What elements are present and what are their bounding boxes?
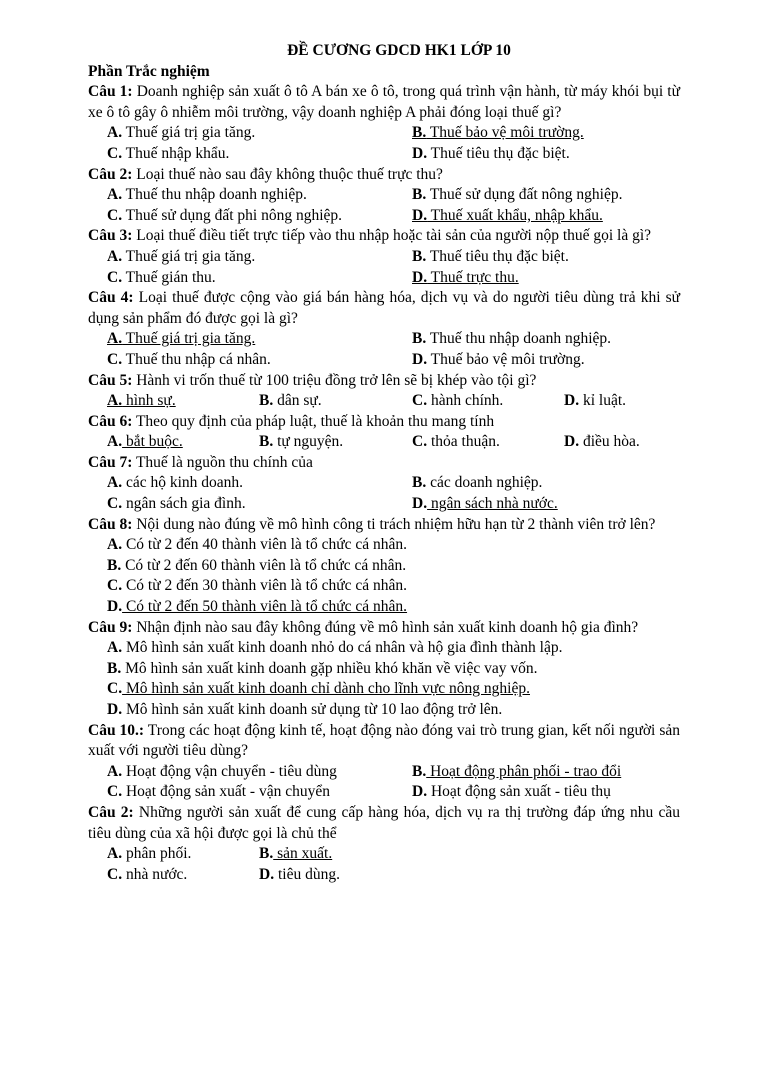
question-label: Câu 4: bbox=[88, 289, 134, 307]
option-row bbox=[107, 247, 768, 268]
option-c: C. Thuế nhập khẩu. bbox=[107, 144, 230, 162]
option-b-correct: B. sản xuất. bbox=[259, 845, 333, 863]
question-3 bbox=[88, 226, 680, 247]
option-c: C. ngân sách gia đình. bbox=[107, 495, 246, 513]
document-page bbox=[0, 41, 768, 1065]
question-text: Thuế là nguồn thu chính của bbox=[132, 453, 313, 471]
option-b: B. Mô hình sản xuất kinh doanh gặp nhiều khó khăn về việc vay vốn. bbox=[107, 659, 538, 677]
option-c-correct: C. Mô hình sản xuất kinh doanh chỉ dành cho lĩnh vực nông nghiệp. bbox=[107, 680, 530, 698]
option-row bbox=[107, 494, 768, 515]
option-d: D. Thuế tiêu thụ đặc biệt. bbox=[412, 144, 570, 162]
option-b-correct: B. Hoạt động phân phối - trao đổi bbox=[412, 762, 622, 780]
option-c: C. Thuế sử dụng đất phi nông nghiệp. bbox=[107, 206, 343, 224]
option-a: A. phân phối. bbox=[107, 845, 192, 863]
option-row bbox=[107, 432, 768, 453]
question-10 bbox=[88, 721, 680, 762]
option-c: C. nhà nước. bbox=[107, 865, 188, 883]
option-d-correct: D. Thuế trực thu. bbox=[412, 268, 519, 286]
option-b: B. các doanh nghiệp. bbox=[412, 474, 543, 492]
option-row bbox=[107, 762, 768, 783]
question-text: Hành vi trốn thuế từ 100 triệu đồng trở lên sẽ bị khép vào tội gì? bbox=[132, 371, 537, 389]
question-label: Câu 8: bbox=[88, 515, 133, 533]
question-label: Câu 6: bbox=[88, 412, 133, 430]
option-row bbox=[107, 206, 768, 227]
option-a: A. Thuế thu nhập doanh nghiệp. bbox=[107, 186, 307, 204]
document-title: ĐỀ CƯƠNG GDCD HK1 LỚP 10 bbox=[287, 42, 511, 59]
option-a: A. Hoạt động vận chuyển - tiêu dùng bbox=[107, 762, 337, 780]
option-a: A. Thuế giá trị gia tăng. bbox=[107, 124, 256, 142]
option-b: B. Có từ 2 đến 60 thành viên là tổ chức cá nhân. bbox=[107, 556, 407, 574]
option-b: B. Thuế tiêu thụ đặc biệt. bbox=[412, 247, 569, 265]
option-b: B. Thuế sử dụng đất nông nghiệp. bbox=[412, 186, 623, 204]
section-heading: Phần Trắc nghiệm bbox=[88, 62, 210, 80]
option-d: D. kỉ luật. bbox=[564, 392, 627, 410]
option-c: C. Thuế gián thu. bbox=[107, 268, 216, 286]
option-d-correct: D. Thuế xuất khẩu, nhập khẩu. bbox=[412, 206, 603, 224]
question-label: Câu 7: bbox=[88, 453, 133, 471]
option-d-correct: D. ngân sách nhà nước. bbox=[412, 495, 558, 513]
option-row bbox=[107, 268, 768, 289]
option-row bbox=[107, 473, 768, 494]
option-d: D. Thuế bảo vệ môi trường. bbox=[412, 350, 585, 368]
question-text: Những người sản xuất để cung cấp hàng hóa, dịch vụ ra thị trường đáp ứng nhu cầu tiêu dùng của xã hội được gọi là chủ thể bbox=[88, 803, 680, 842]
question-1 bbox=[88, 82, 680, 123]
question-label: Câu 3: bbox=[88, 227, 133, 245]
option-row bbox=[107, 350, 768, 371]
option-c: C. Có từ 2 đến 30 thành viên là tổ chức cá nhân. bbox=[107, 577, 408, 595]
option-row bbox=[107, 865, 768, 886]
question-5 bbox=[88, 371, 680, 392]
question-text: Trong các hoạt động kinh tế, hoạt động nào đóng vai trò trung gian, kết nối người sản xuất với người tiêu dùng? bbox=[88, 721, 680, 760]
question-label: Câu 2: bbox=[88, 165, 133, 183]
option-d: D. tiêu dùng. bbox=[259, 865, 340, 883]
option-a: A. Thuế giá trị gia tăng. bbox=[107, 247, 256, 265]
option-a-correct: A. hình sự. bbox=[107, 392, 176, 410]
question-8 bbox=[88, 515, 680, 536]
question-text: Theo quy định của pháp luật, thuế là khoản thu mang tính bbox=[132, 412, 495, 430]
option-d: D. Mô hình sản xuất kinh doanh sử dụng từ 10 lao động trở lên. bbox=[107, 701, 503, 718]
question-text: Nội dung nào đúng về mô hình công ti trách nhiệm hữu hạn từ 2 thành viên trở lên? bbox=[132, 515, 656, 533]
question-4 bbox=[88, 288, 680, 329]
question-label: Câu 5: bbox=[88, 371, 133, 389]
option-row bbox=[107, 391, 768, 412]
option-a: A. Có từ 2 đến 40 thành viên là tổ chức cá nhân. bbox=[107, 536, 408, 554]
option-a: A. các hộ kinh doanh. bbox=[107, 474, 244, 492]
question-label: Câu 10.: bbox=[88, 721, 145, 739]
option-b: B. Thuế thu nhập doanh nghiệp. bbox=[412, 330, 612, 348]
question-text: Loại thuế điều tiết trực tiếp vào thu nhập hoặc tài sản của người nộp thuế gọi là gì? bbox=[132, 227, 652, 245]
question-9 bbox=[88, 618, 680, 639]
option-b: B. tự nguyện. bbox=[259, 433, 344, 451]
option-row bbox=[107, 782, 768, 803]
option-a: A. Mô hình sản xuất kinh doanh nhỏ do cá nhân và hộ gia đình thành lập. bbox=[107, 639, 563, 657]
question-11 bbox=[88, 803, 680, 844]
question-text: Doanh nghiệp sản xuất ô tô A bán xe ô tô, trong quá trình vận hành, từ máy khói bụi từ xe ô tô gây ô nhiễm môi trường, vậy doanh nghiệp A phải đóng loại thuế gì? bbox=[88, 83, 680, 121]
question-6 bbox=[88, 412, 680, 433]
question-text: Loại thuế được cộng vào giá bán hàng hóa, dịch vụ và do người tiêu dùng trả khi sử dụng sản phẩm đó được gọi là gì? bbox=[88, 289, 681, 327]
option-row bbox=[107, 844, 768, 865]
question-2 bbox=[88, 165, 680, 186]
option-c: C. thỏa thuận. bbox=[412, 433, 500, 451]
question-text: Nhận định nào sau đây không đúng về mô hình sản xuất kinh doanh hộ gia đình? bbox=[132, 618, 639, 636]
option-d: D. Hoạt động sản xuất - tiêu thụ bbox=[412, 783, 611, 801]
option-row bbox=[107, 185, 768, 206]
option-b-correct: B. Thuế bảo vệ môi trường. bbox=[412, 124, 584, 142]
option-row bbox=[107, 144, 768, 165]
option-c: C. Hoạt động sản xuất - vận chuyển bbox=[107, 783, 330, 801]
option-a-correct: A. bắt buộc. bbox=[107, 433, 183, 451]
question-label: Câu 9: bbox=[88, 618, 133, 636]
option-c: C. hành chính. bbox=[412, 392, 504, 410]
question-7 bbox=[88, 453, 680, 474]
option-b: B. dân sự. bbox=[259, 392, 322, 410]
option-c: C. Thuế thu nhập cá nhân. bbox=[107, 350, 271, 368]
option-row bbox=[107, 123, 768, 144]
option-d: D. điều hòa. bbox=[564, 433, 640, 451]
question-label: Câu 2: bbox=[88, 803, 134, 821]
option-d-correct: D. Có từ 2 đến 50 thành viên là tổ chức cá nhân. bbox=[107, 598, 408, 616]
option-a-correct: A. Thuế giá trị gia tăng. bbox=[107, 330, 256, 348]
question-text: Loại thuế nào sau đây không thuộc thuế trực thu? bbox=[132, 165, 443, 183]
option-row bbox=[107, 329, 768, 350]
question-label: Câu 1: bbox=[88, 83, 133, 101]
